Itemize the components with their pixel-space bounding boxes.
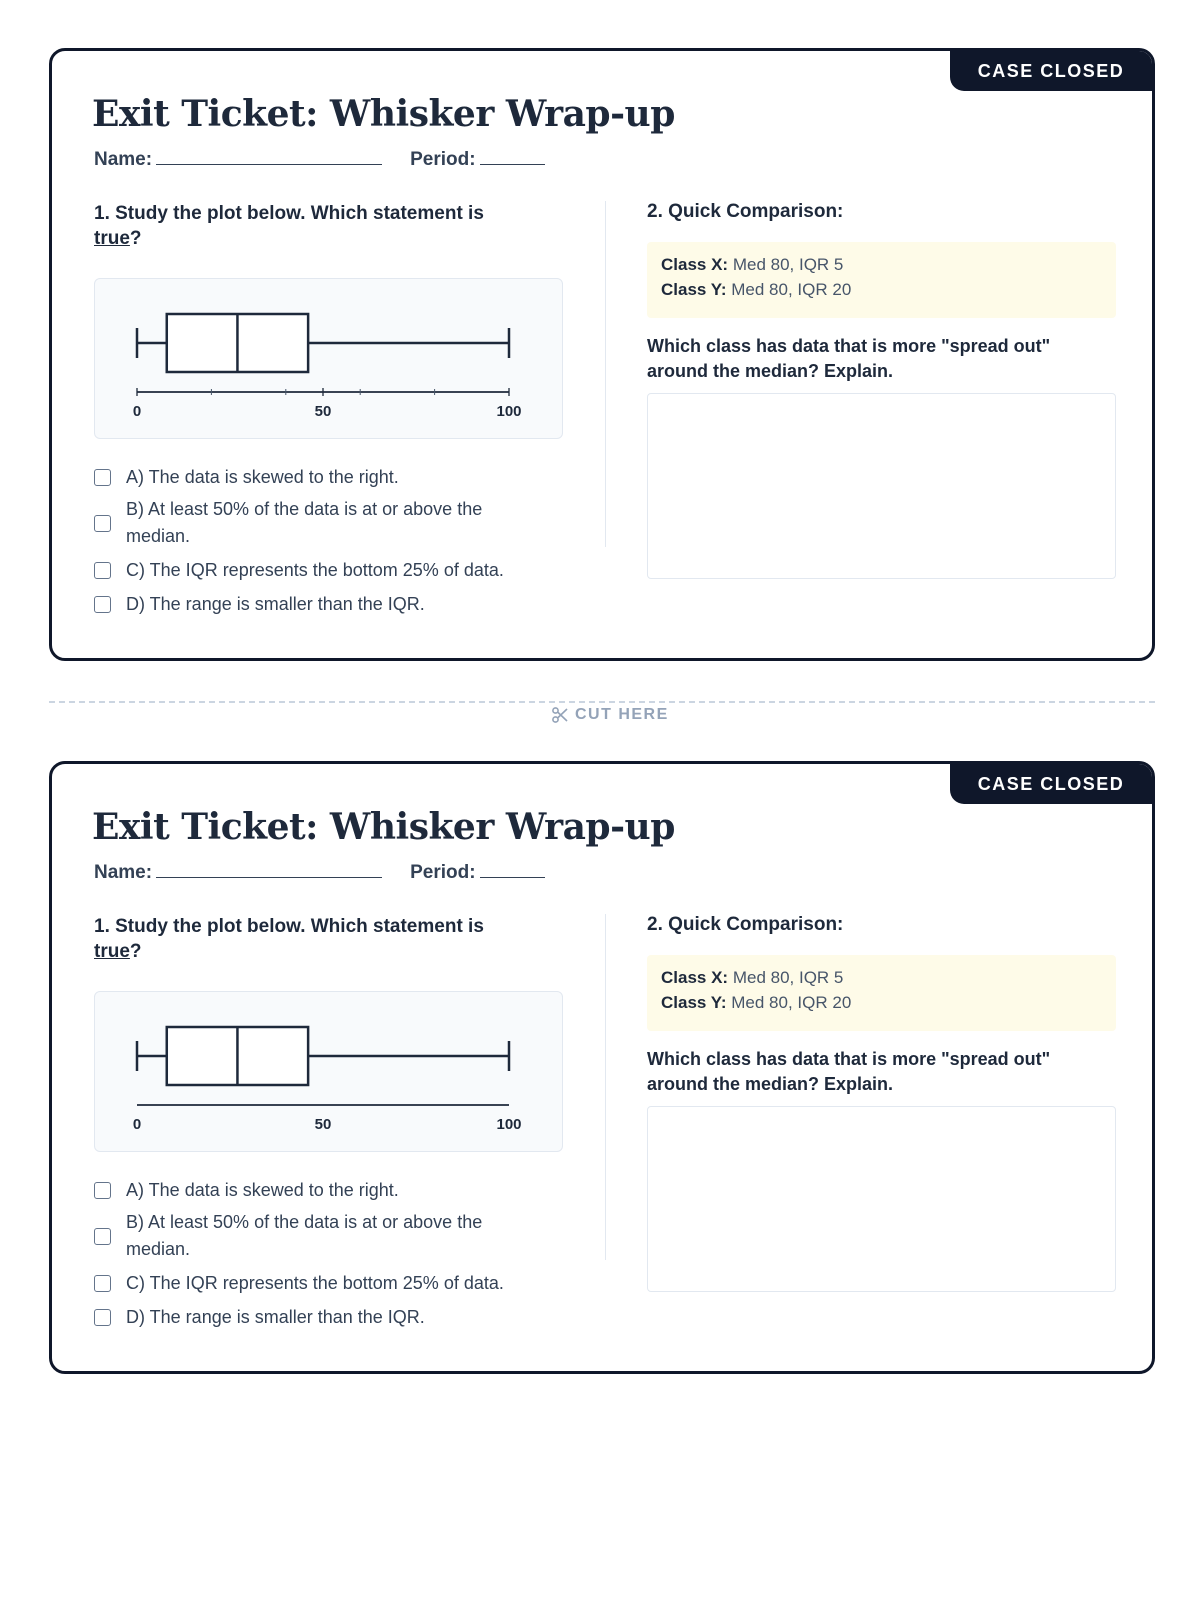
period-label: Period: — [410, 862, 476, 883]
option-d-label: D) The range is smaller than the IQR. — [126, 594, 425, 614]
name-label: Name: — [94, 149, 153, 170]
class-y-row — [661, 990, 1102, 1015]
class-x-row — [661, 252, 1102, 277]
name-blank[interactable] — [156, 861, 382, 878]
question-1-prompt — [94, 914, 534, 964]
box-plot — [95, 992, 561, 1150]
question-2-prompt: 2. Quick Comparison: — [647, 914, 844, 935]
option-c-label: C) The IQR represents the bottom 25% of data. — [126, 560, 504, 580]
option-c-checkbox[interactable] — [94, 1275, 111, 1292]
option-d[interactable] — [94, 1304, 554, 1331]
option-d-checkbox[interactable] — [94, 596, 111, 613]
axis-tick-label: 50 — [314, 403, 332, 420]
name-period-line — [94, 148, 545, 171]
class-y-row — [661, 277, 1102, 302]
question-1-end: ? — [129, 228, 142, 249]
question-2-prompt: 2. Quick Comparison: — [647, 201, 844, 222]
class-y-label: Class Y: — [661, 280, 727, 299]
cut-here-label — [547, 703, 673, 727]
exit-ticket — [49, 48, 1155, 661]
question-1-text: 1. Study the plot below. Which statement is — [94, 916, 484, 937]
period-label: Period: — [410, 149, 476, 170]
scissors-icon — [551, 706, 569, 724]
box-plot-panel — [94, 991, 563, 1152]
cut-here-text: CUT HERE — [575, 706, 669, 723]
case-closed-badge: CASE CLOSED — [950, 51, 1152, 91]
axis-tick-label: 100 — [496, 1116, 522, 1133]
exit-ticket — [49, 761, 1155, 1374]
class-x-label: Class X: — [661, 968, 729, 987]
axis-tick-label: 50 — [314, 1116, 332, 1133]
axis-tick-label: 0 — [132, 403, 142, 420]
option-d[interactable] — [94, 591, 554, 618]
case-closed-badge: CASE CLOSED — [950, 764, 1152, 804]
option-b-checkbox[interactable] — [94, 515, 111, 532]
question-2-text: Which class has data that is more "spread out" around the median? Explain. — [647, 1049, 1051, 1094]
option-a[interactable] — [94, 464, 554, 491]
answer-box[interactable] — [647, 1106, 1116, 1292]
question-1-prompt — [94, 201, 534, 251]
class-x-value: Med 80, IQR 5 — [732, 968, 844, 987]
ticket-title: Exit Ticket: Whisker Wrap-up — [92, 93, 675, 135]
option-b-label: B) At least 50% of the data is at or above the median. — [126, 499, 483, 546]
class-x-value: Med 80, IQR 5 — [732, 255, 844, 274]
period-blank[interactable] — [480, 861, 545, 878]
name-blank[interactable] — [156, 148, 382, 165]
column-divider — [605, 201, 606, 547]
option-d-checkbox[interactable] — [94, 1309, 111, 1326]
option-b[interactable] — [94, 496, 554, 550]
box-plot-panel — [94, 278, 563, 439]
option-a-label: A) The data is skewed to the right. — [126, 1180, 399, 1200]
option-d-label: D) The range is smaller than the IQR. — [126, 1307, 425, 1327]
name-label: Name: — [94, 862, 153, 883]
column-divider — [605, 914, 606, 1260]
ticket-title: Exit Ticket: Whisker Wrap-up — [92, 806, 675, 848]
question-1-text: 1. Study the plot below. Which statement is — [94, 203, 484, 224]
question-2-text: Which class has data that is more "spread out" around the median? Explain. — [647, 336, 1051, 381]
box-plot — [95, 279, 561, 437]
option-c-checkbox[interactable] — [94, 562, 111, 579]
option-c[interactable] — [94, 557, 554, 584]
comparison-box — [647, 242, 1116, 318]
axis-tick-label: 0 — [132, 1116, 142, 1133]
option-c[interactable] — [94, 1270, 554, 1297]
class-y-value: Med 80, IQR 20 — [731, 993, 852, 1012]
question-1-end: ? — [129, 941, 142, 962]
option-b-label: B) At least 50% of the data is at or above the median. — [126, 1212, 483, 1259]
class-x-row — [661, 965, 1102, 990]
period-blank[interactable] — [480, 148, 545, 165]
comparison-box — [647, 955, 1116, 1031]
option-a-checkbox[interactable] — [94, 1182, 111, 1199]
option-a[interactable] — [94, 1177, 554, 1204]
axis-tick-label: 100 — [496, 403, 522, 420]
answer-box[interactable] — [647, 393, 1116, 579]
class-x-label: Class X: — [661, 255, 729, 274]
name-period-line — [94, 861, 545, 884]
option-a-label: A) The data is skewed to the right. — [126, 467, 399, 487]
option-b[interactable] — [94, 1209, 554, 1263]
question-1-emphasis: true — [94, 228, 130, 249]
option-b-checkbox[interactable] — [94, 1228, 111, 1245]
class-y-value: Med 80, IQR 20 — [731, 280, 852, 299]
option-a-checkbox[interactable] — [94, 469, 111, 486]
question-1-emphasis: true — [94, 941, 130, 962]
class-y-label: Class Y: — [661, 993, 727, 1012]
option-c-label: C) The IQR represents the bottom 25% of data. — [126, 1273, 504, 1293]
